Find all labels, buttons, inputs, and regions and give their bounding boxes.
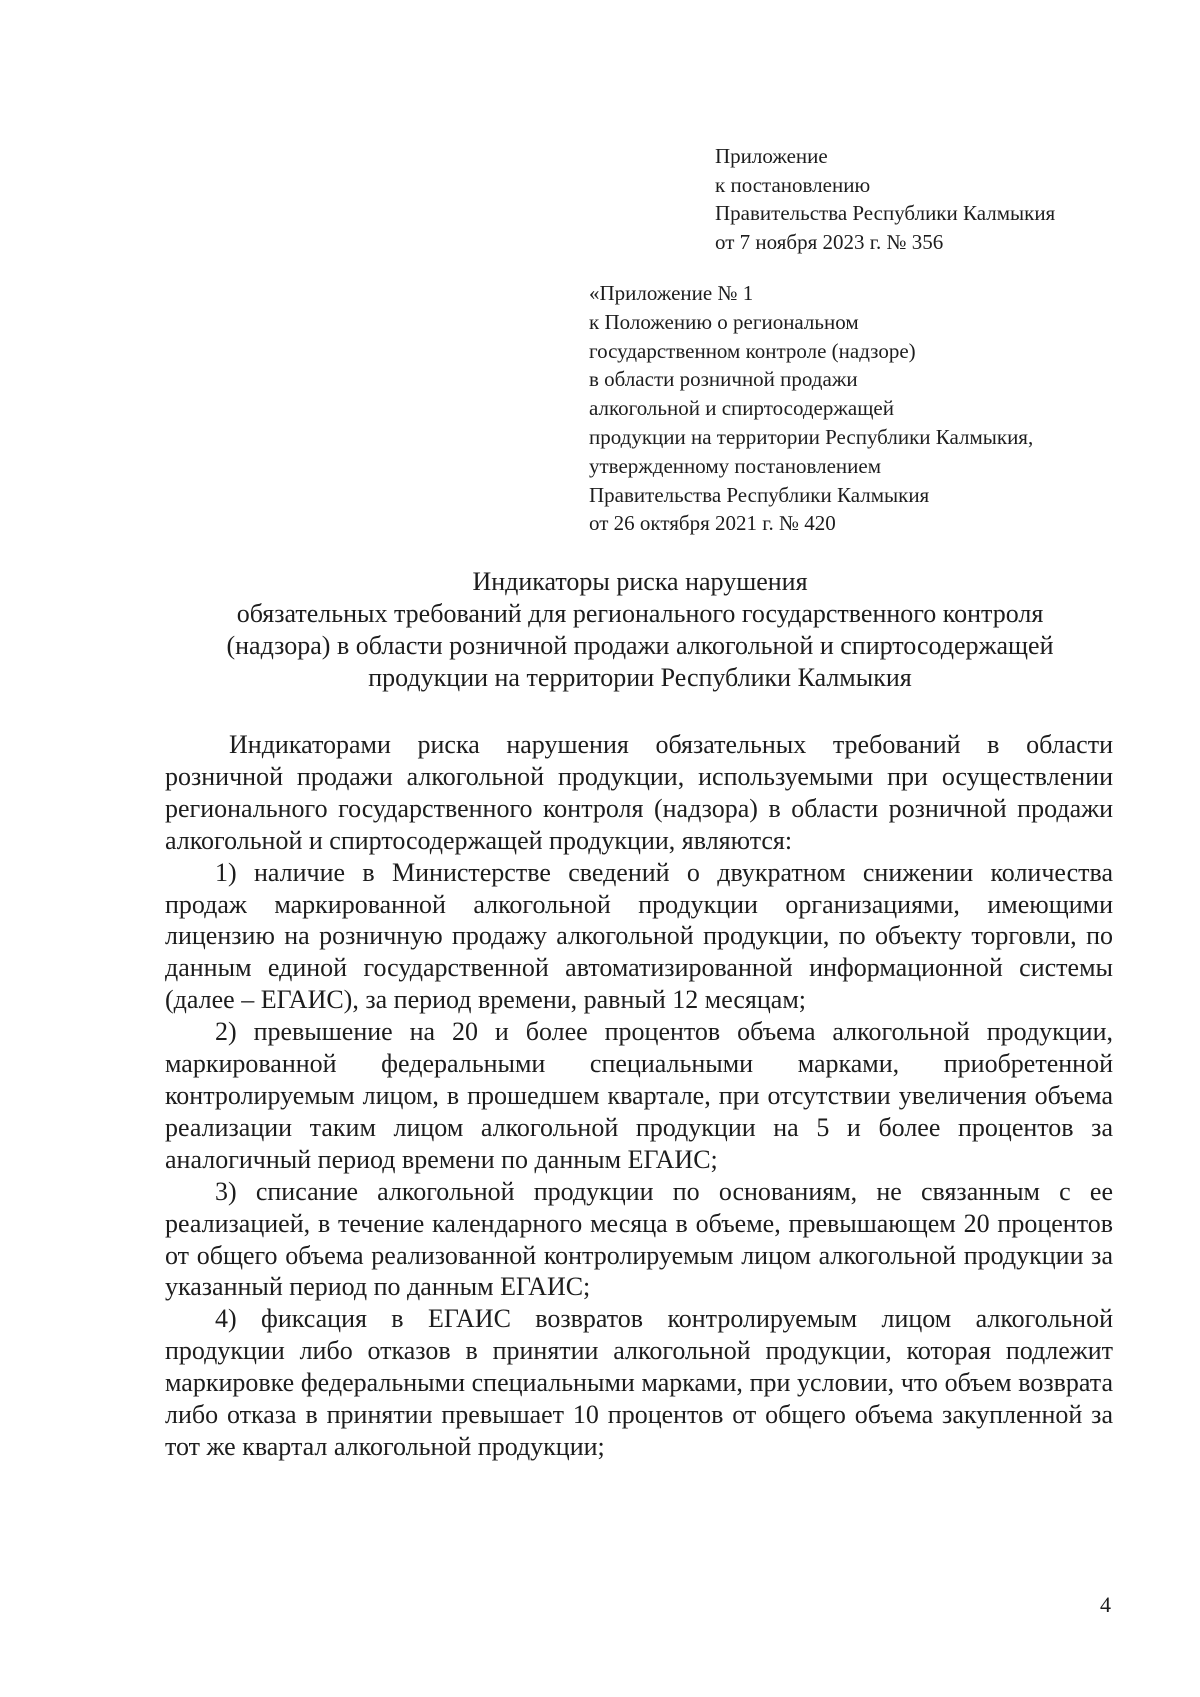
appendix-reference-line: к Положению о региональном [589, 309, 859, 334]
appendix-line: Приложение [715, 144, 828, 168]
appendix-reference-line: утвержденному постановлением [589, 453, 882, 478]
appendix-reference-line: Правительства Республики Калмыкия [589, 482, 930, 507]
page-number: 4 [1100, 1592, 1111, 1617]
list-item: 3) списание алкогольной продукции по основаниям, не связанным с ее реализацией, в течение календарного месяца в объеме, превышающем 20 процентов от общего объема реализованной контролируемым лицом алкогольной продукции за указанный период по данным ЕГАИС; [165, 1176, 1113, 1302]
appendix-reference-line: в области розничной продажи [589, 367, 858, 392]
appendix-line: к постановлению [715, 172, 871, 197]
title-line: продукции на территории Республики Калмыкия [368, 663, 912, 692]
list-item: 4) фиксация в ЕГАИС возвратов контролируемым лицом алкогольной продукции либо отказов в принятии алкогольной продукции, которая подлежит маркировке федеральными специальными марками, при условии, что объем возврата либо отказа в принятии превышает 10 процентов от общего объема закупленной за тот же квартал алкогольной продукции; [165, 1304, 1113, 1461]
document-body [165, 729, 1113, 1463]
list-item: 2) превышение на 20 и более процентов объема алкогольной продукции, маркированной федеральными специальными марками, приобретенной контролируемым лицом, в прошедшем квартале, при отсутствии увеличения объема реализации таким лицом алкогольной продукции на 5 и более процентов за аналогичный период времени по данным ЕГАИС; [165, 1017, 1113, 1174]
title-line: (надзора) в области розничной продажи алкогольной и спиртосодержащей [226, 631, 1054, 660]
appendix-reference-line: алкогольной и спиртосодержащей [589, 396, 894, 421]
appendix-line: от 7 ноября 2023 г. № 356 [715, 229, 944, 254]
appendix-reference-line: государственном контроле (надзоре) [589, 338, 916, 363]
appendix-block [715, 142, 1055, 256]
document-title [160, 566, 1120, 694]
appendix-reference-line: «Приложение № 1 [589, 281, 754, 305]
appendix-reference-line: от 26 октября 2021 г. № 420 [589, 511, 836, 536]
title-line: Индикаторы риска нарушения [472, 567, 808, 596]
list-item: 1) наличие в Министерстве сведений о двукратном снижении количества продаж маркированной алкогольной продукции организациями, имеющими лицензию на розничную продажу алкогольной продукции, по объекту торговли, по данным единой государственной автоматизированной информационной системы (далее – ЕГАИС), за период времени, равный 12 месяцам; [165, 857, 1113, 1015]
appendix-reference-line: продукции на территории Республики Калмыкия, [589, 424, 1034, 449]
intro-paragraph: Индикаторами риска нарушения обязательных требований в области розничной продажи алкогольной продукции, используемыми при осуществлении регионального государственного контроля (надзора) в области розничной продажи алкогольной и спиртосодержащей продукции, являются: [165, 730, 1113, 855]
title-line: обязательных требований для регионального государственного контроля [236, 599, 1044, 628]
appendix-line: Правительства Республики Калмыкия [715, 201, 1056, 225]
appendix-reference-block [589, 279, 1033, 538]
